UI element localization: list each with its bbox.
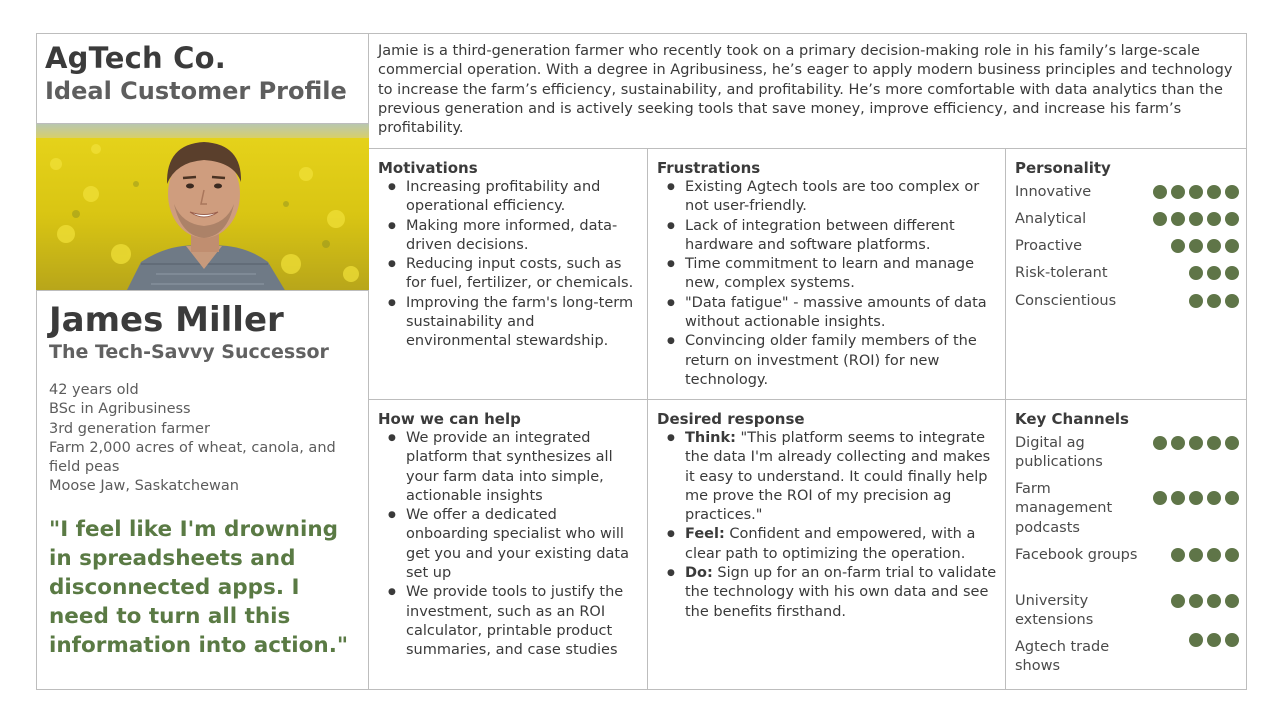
section-title: How we can help <box>378 410 521 428</box>
think-text: "This platform seems to integrate the data I'm already collecting and makes it easy to understand. It could finally help me prove the ROI of my precision ag practices." <box>685 430 991 524</box>
rating-dot <box>1171 239 1185 253</box>
rating-row <box>1015 546 1239 565</box>
think-label: Think: <box>685 430 736 446</box>
rating-label: Facebook groups <box>1015 547 1138 563</box>
rating-dot <box>1207 594 1221 608</box>
fact-age: 42 years old <box>49 382 139 398</box>
brand-header <box>45 40 347 106</box>
rating-label: Innovative <box>1015 184 1092 200</box>
feel-text: Confident and empowered, with a clear path to optimizing the operation. <box>685 526 976 562</box>
rating-label: Agtech trade shows <box>1015 639 1110 675</box>
rating-dot <box>1189 266 1203 280</box>
personality-section <box>1015 158 1239 178</box>
rating-dot <box>1189 633 1203 647</box>
rating-dot <box>1189 239 1203 253</box>
list-item: ● "Data fatigue" - massive amounts of data without actionable insights. <box>657 294 999 333</box>
list-item: ● Making more informed, data-driven decisions. <box>378 217 640 256</box>
rating-label: Digital ag publications <box>1015 435 1103 471</box>
rating-dot <box>1225 594 1239 608</box>
rating-dot <box>1207 239 1221 253</box>
rating-label: Conscientious <box>1015 293 1117 309</box>
rating-dot <box>1171 594 1185 608</box>
how-we-can-help-section <box>378 409 640 661</box>
persona-bio: Jamie is a third-generation farmer who recently took on a primary decision-making role in his family’s large-scale commercial operation. With a degree in Agribusiness, he’s eager to apply modern business principles and technology to increase the farm’s efficiency, sustainability, and profitability. He’s more comfortable with data analytics than the previous generation and is actively seeking tools that save money, improve efficiency, and increase his farm’s profitability. <box>378 43 1233 137</box>
list-item: ● Increasing profitability and operational efficiency. <box>378 178 640 217</box>
rating-row <box>1015 237 1239 256</box>
rating-dots <box>1171 548 1239 562</box>
divider <box>647 148 648 690</box>
rating-label: Analytical <box>1015 211 1087 227</box>
farmer-portrait-illustration <box>36 124 369 291</box>
rating-dot <box>1189 185 1203 199</box>
persona-facts <box>49 381 349 497</box>
rating-dot <box>1225 185 1239 199</box>
rating-dot <box>1225 436 1239 450</box>
rating-dot <box>1171 212 1185 226</box>
rating-dots <box>1189 633 1239 647</box>
rating-dots <box>1189 266 1239 280</box>
rating-label: Farm management podcasts <box>1015 481 1113 536</box>
rating-dot <box>1225 633 1239 647</box>
list-item: ● Lack of integration between different hardware and software platforms. <box>657 217 999 256</box>
list-item <box>657 525 999 564</box>
rating-dot <box>1189 436 1203 450</box>
rating-row <box>1015 434 1239 473</box>
rating-row <box>1015 183 1239 202</box>
rating-dot <box>1225 294 1239 308</box>
rating-row <box>1015 480 1239 538</box>
rating-dot <box>1207 548 1221 562</box>
fact-location: Moose Jaw, Saskatchewan <box>49 478 239 495</box>
rating-dot <box>1153 491 1167 505</box>
persona-quote: "I feel like I'm drowning in spreadsheets and disconnected apps. I need to turn all this information into action." <box>49 517 349 658</box>
rating-dots <box>1153 436 1239 450</box>
rating-dot <box>1189 548 1203 562</box>
persona-tagline: The Tech-Savvy Successor <box>49 341 329 363</box>
rating-dots <box>1153 212 1239 226</box>
rating-dot <box>1207 185 1221 199</box>
rating-dot <box>1153 185 1167 199</box>
rating-dot <box>1189 294 1203 308</box>
rating-dot <box>1225 239 1239 253</box>
rating-label: University extensions <box>1015 593 1094 629</box>
rating-dot <box>1207 294 1221 308</box>
rating-dot <box>1189 594 1203 608</box>
company-name: AgTech Co. <box>45 41 226 75</box>
persona-name: James Miller <box>49 300 284 340</box>
list-item: ● Existing Agtech tools are too complex or not user-friendly. <box>657 178 999 217</box>
list-item: ● We provide an integrated platform that synthesizes all your farm data into simple, actionable insights <box>378 429 640 506</box>
list-item <box>657 429 999 525</box>
divider <box>368 148 1247 149</box>
motivations-section <box>378 158 640 352</box>
list-item: ● Time commitment to learn and manage new, complex systems. <box>657 255 999 294</box>
rating-dot <box>1189 491 1203 505</box>
rating-dot <box>1207 436 1221 450</box>
fact-farm: Farm 2,000 acres of wheat, canola, and field peas <box>49 439 336 476</box>
list-item: ● Reducing input costs, such as for fuel, fertilizer, or chemicals. <box>378 255 640 294</box>
profile-subtitle: Ideal Customer Profile <box>45 77 347 105</box>
rating-dot <box>1153 212 1167 226</box>
rating-dot <box>1171 185 1185 199</box>
list-item: ● We provide tools to justify the investment, such as an ROI calculator, printable product summaries, and case studies <box>378 583 640 660</box>
fact-generation: 3rd generation farmer <box>49 420 210 437</box>
rating-dot <box>1225 266 1239 280</box>
rating-row <box>1015 592 1239 631</box>
feel-label: Feel: <box>685 526 725 543</box>
persona-photo <box>36 123 369 291</box>
list-item <box>657 564 999 622</box>
rating-dot <box>1225 548 1239 562</box>
section-title: Key Channels <box>1015 410 1129 428</box>
rating-label: Risk-tolerant <box>1015 265 1108 281</box>
frustrations-section <box>657 158 999 390</box>
rating-label: Proactive <box>1015 238 1083 254</box>
section-title: Motivations <box>378 159 478 177</box>
rating-row <box>1015 264 1239 283</box>
rating-dot <box>1207 633 1221 647</box>
section-title: Frustrations <box>657 159 761 177</box>
rating-dots <box>1153 491 1239 505</box>
desired-response-section <box>657 409 999 622</box>
list-item: ● Convincing older family members of the return on investment (ROI) for new technology. <box>657 332 999 390</box>
rating-dots <box>1153 185 1239 199</box>
do-label: Do: <box>685 565 713 582</box>
section-title: Desired response <box>657 410 805 428</box>
rating-dots <box>1189 294 1239 308</box>
divider <box>1005 148 1006 690</box>
rating-dot <box>1225 212 1239 226</box>
list-item: ● Improving the farm's long-term sustainability and environmental stewardship. <box>378 294 640 352</box>
rating-dots <box>1171 594 1239 608</box>
rating-dot <box>1207 266 1221 280</box>
rating-row <box>1015 292 1239 311</box>
list-item: ● We offer a dedicated onboarding specialist who will get you and your existing data set up <box>378 506 640 583</box>
fact-education: BSc in Agribusiness <box>49 401 191 418</box>
rating-dot <box>1225 491 1239 505</box>
rating-dot <box>1171 436 1185 450</box>
rating-dot <box>1189 212 1203 226</box>
rating-dot <box>1207 491 1221 505</box>
rating-dot <box>1171 491 1185 505</box>
section-title: Personality <box>1015 159 1111 177</box>
rating-dot <box>1171 548 1185 562</box>
rating-dots <box>1171 239 1239 253</box>
rating-row <box>1015 210 1239 229</box>
key-channels-section <box>1015 409 1239 429</box>
do-text: Sign up for an on-farm trial to validate the technology with his own data and see the benefits firsthand. <box>685 565 997 620</box>
divider <box>368 399 1247 400</box>
rating-dot <box>1153 436 1167 450</box>
rating-row <box>1015 638 1239 677</box>
rating-dot <box>1207 212 1221 226</box>
